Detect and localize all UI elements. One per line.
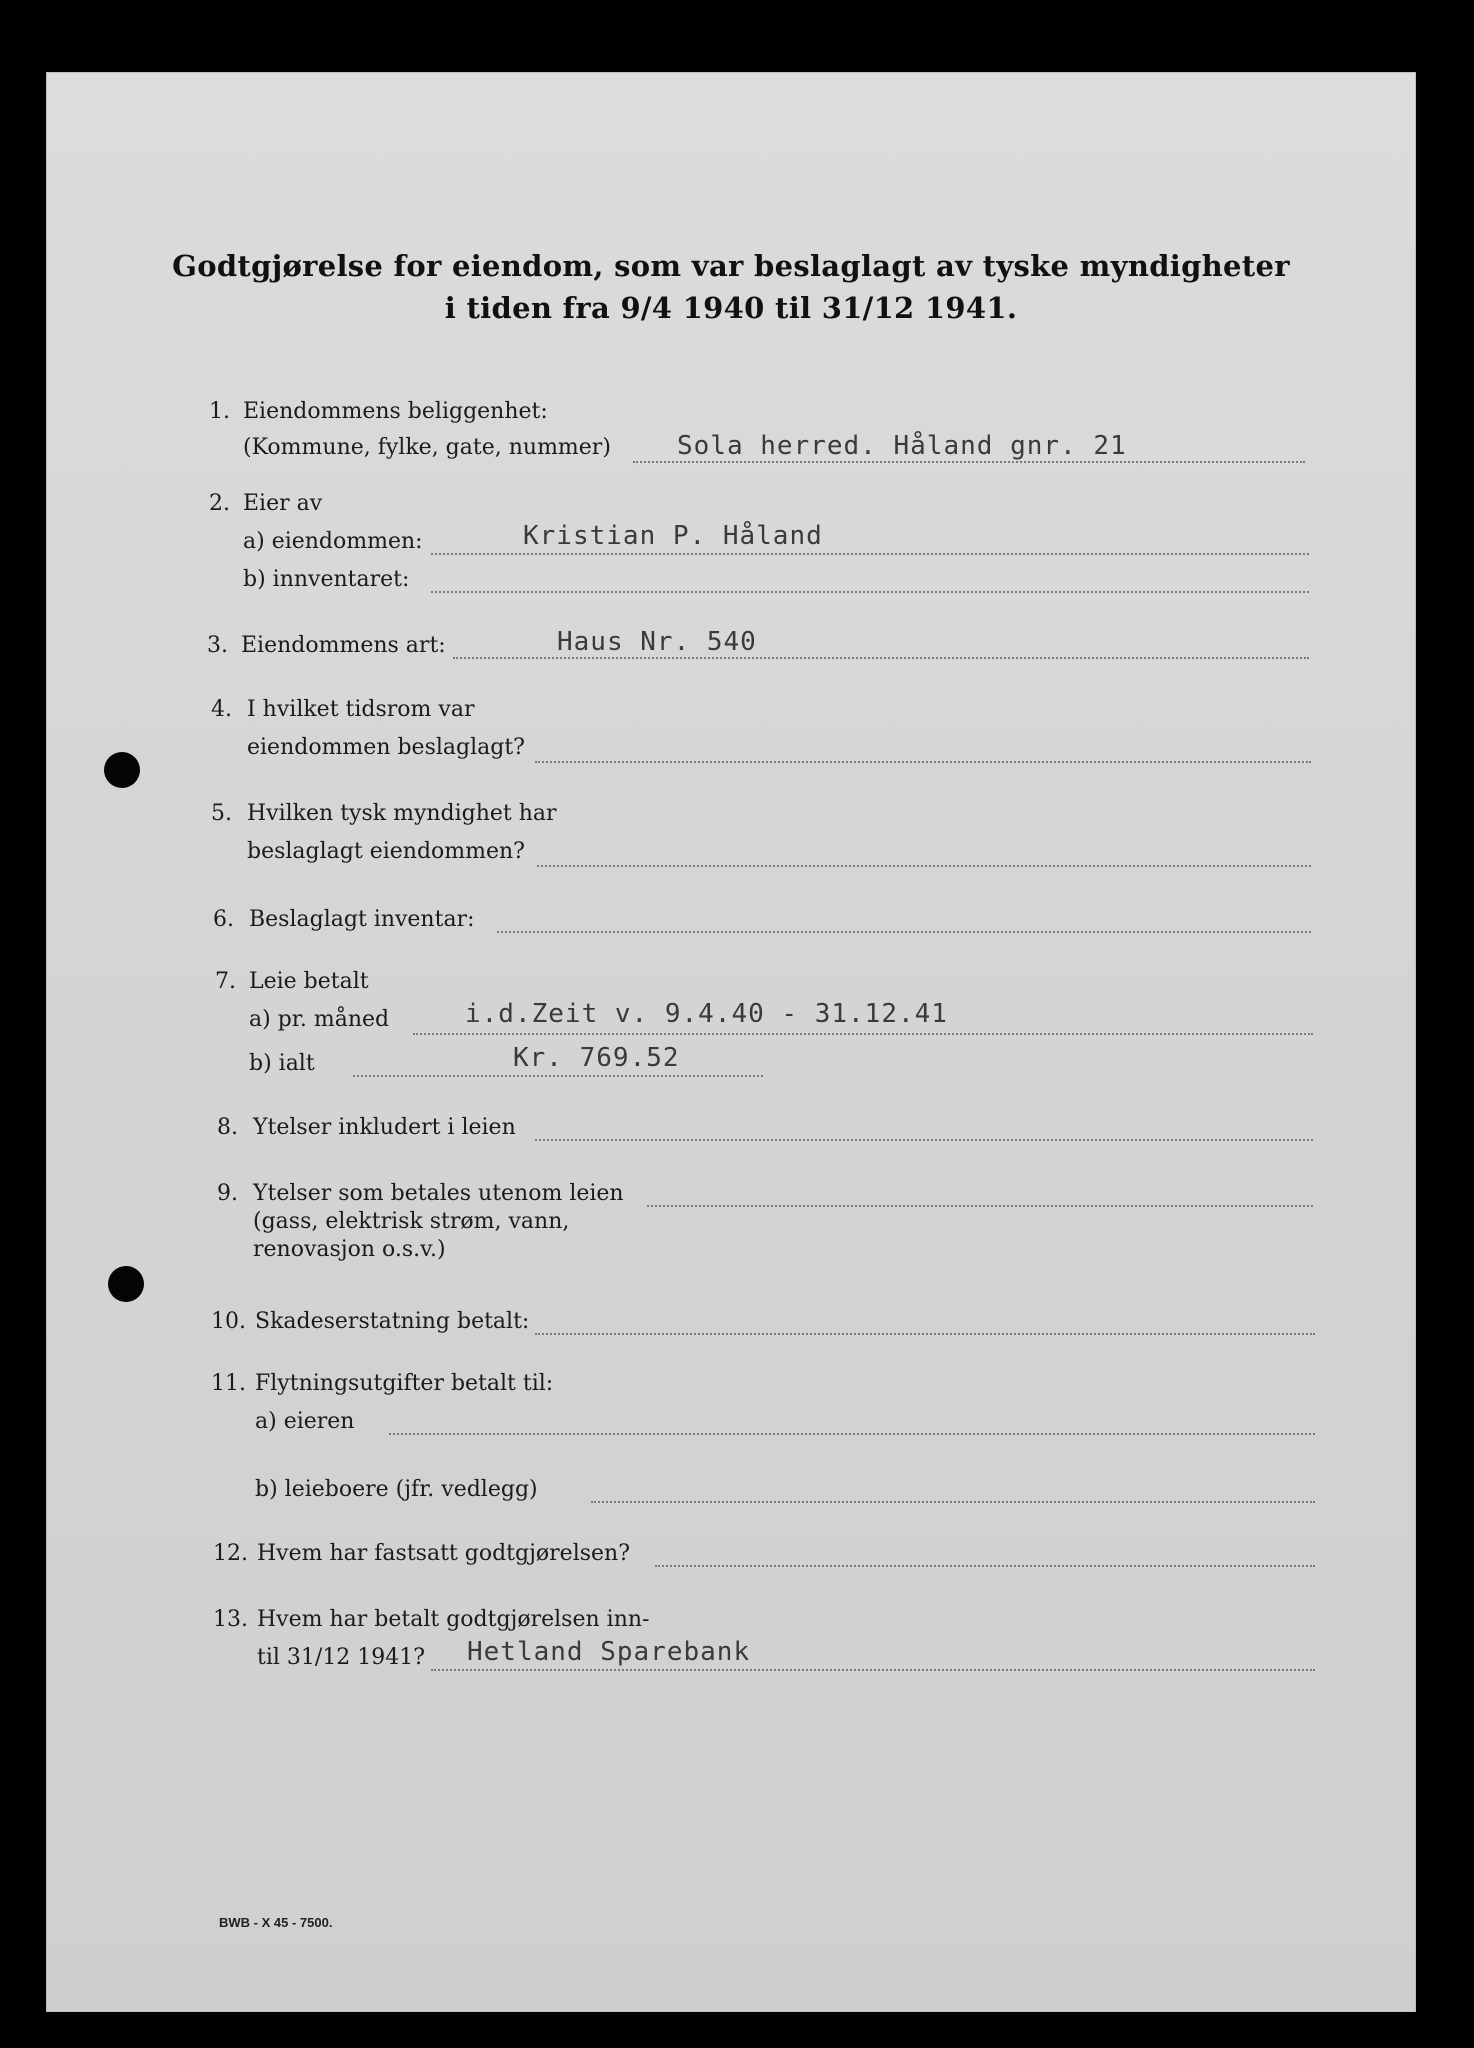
q1-number: 1. [209,399,230,424]
q10-label: Skadeserstatning betalt: [255,1309,530,1334]
q2-label: Eier av [243,491,323,516]
q10-number: 10. [211,1309,246,1334]
q2b-answer-line [431,591,1309,593]
q3-answer: Haus Nr. 540 [557,627,757,657]
q9-sublabel-1: (gass, elektrisk strøm, vann, [253,1209,570,1234]
q4-number: 4. [211,697,232,722]
q3-label: Eiendommens art: [241,633,446,658]
punch-hole-top [104,752,140,788]
q3-answer-line [453,657,1309,659]
q11a-label: a) eieren [255,1409,355,1434]
q6-number: 6. [213,907,234,932]
q1-label: Eiendommens beliggenhet: [243,399,548,424]
q7a-answer: i.d.Zeit v. 9.4.40 - 31.12.41 [465,999,948,1029]
q7b-label: b) ialt [249,1051,315,1076]
q7-number: 7. [215,969,236,994]
q13-number: 13. [213,1607,248,1632]
q2a-answer: Kristian P. Håland [523,521,823,551]
q1-answer-line [633,461,1305,463]
q1-sublabel: (Kommune, fylke, gate, nummer) [243,435,611,460]
q5-number: 5. [211,801,232,826]
form-page [46,72,1416,2012]
q5-sublabel: beslaglagt eiendommen? [247,839,525,864]
q9-number: 9. [217,1181,238,1206]
q11a-answer-line [389,1433,1315,1435]
q9-label: Ytelser som betales utenom leien [253,1181,624,1206]
q5-label: Hvilken tysk myndighet har [247,801,557,826]
q9-sublabel-2: renovasjon o.s.v.) [253,1237,446,1262]
q8-label: Ytelser inkludert i leien [253,1115,516,1140]
q13-label: Hvem har betalt godtgjørelsen inn- [257,1607,650,1632]
q7a-answer-line [413,1033,1313,1035]
q7a-label: a) pr. måned [249,1007,390,1032]
q4-answer-line [535,761,1311,763]
q6-answer-line [497,931,1311,933]
form-title-line1: Godtgjørelse for eiendom, som var beslaglagt av tyske myndigheter [172,249,1290,283]
q13-sublabel: til 31/12 1941? [257,1645,426,1670]
q2b-label: b) innventaret: [243,567,410,592]
q2-number: 2. [209,491,230,516]
punch-hole-bottom [108,1266,144,1302]
q7-label: Leie betalt [249,969,369,994]
q3-number: 3. [207,633,228,658]
q12-number: 12. [213,1541,248,1566]
q11b-answer-line [591,1501,1315,1503]
print-code: BWB - X 45 - 7500. [219,1915,333,1930]
q8-answer-line [535,1139,1313,1141]
q4-sublabel: eiendommen beslaglagt? [247,735,525,760]
q7b-answer-line [353,1075,763,1077]
q10-answer-line [535,1333,1315,1335]
q4-label: I hvilket tidsrom var [247,697,475,722]
q13-answer-line [431,1669,1315,1671]
q11-label: Flytningsutgifter betalt til: [255,1371,554,1396]
q2a-answer-line [431,553,1309,555]
q1-answer: Sola herred. Håland gnr. 21 [677,431,1127,461]
form-title-line2: i tiden fra 9/4 1940 til 31/12 1941. [444,291,1018,325]
q11b-label: b) leieboere (jfr. vedlegg) [255,1477,538,1502]
q7b-answer: Kr. 769.52 [513,1043,680,1073]
q6-label: Beslaglagt inventar: [249,907,475,932]
q8-number: 8. [217,1115,238,1140]
q13-answer: Hetland Sparebank [467,1637,751,1667]
q11-number: 11. [211,1371,246,1396]
q9-answer-line [647,1205,1313,1207]
q5-answer-line [537,865,1311,867]
q12-answer-line [655,1565,1315,1567]
q2a-label: a) eiendommen: [243,529,423,554]
q12-label: Hvem har fastsatt godtgjørelsen? [257,1541,631,1566]
